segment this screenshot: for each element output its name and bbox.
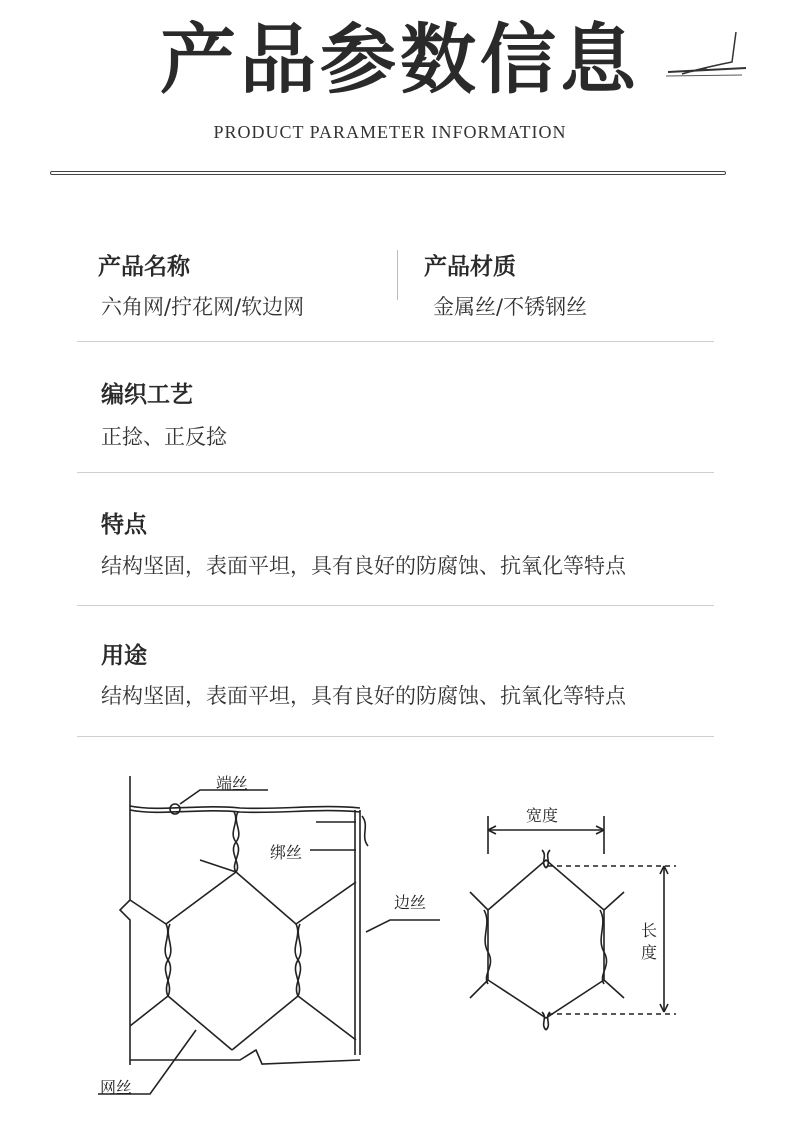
row-divider: [77, 736, 714, 737]
product-name-label: 产品名称: [98, 254, 190, 280]
usage-label: 用途: [101, 643, 147, 669]
pen-signature-icon: [662, 28, 752, 88]
column-divider: [397, 250, 398, 300]
usage-value: 结构坚固，表面平坦，具有良好的防腐蚀、抗氧化等特点: [101, 684, 626, 708]
row-divider: [77, 341, 714, 342]
product-name-value: 六角网/拧花网/软边网: [101, 295, 305, 319]
weave-process-label: 编织工艺: [101, 382, 193, 408]
binding-wire-label: 绑丝: [270, 843, 303, 862]
mesh-wire-label: 网丝: [100, 1078, 133, 1097]
length-label-char-1: 长: [641, 921, 658, 940]
gabion-mesh-diagram: [0, 760, 800, 1124]
page-subtitle: PRODUCT PARAMETER INFORMATION: [213, 122, 567, 142]
weave-process-value: 正捻、正反捻: [101, 425, 227, 449]
page-title: 产品参数信息: [160, 15, 640, 104]
row-divider: [77, 472, 714, 473]
row-divider: [77, 605, 714, 606]
product-material-label: 产品材质: [424, 254, 516, 280]
length-label-char-2: 度: [641, 943, 658, 962]
features-label: 特点: [101, 512, 147, 538]
header-divider: [50, 171, 726, 175]
width-label: 宽度: [526, 806, 559, 825]
edge-wire-label: 边丝: [394, 893, 427, 912]
features-value: 结构坚固，表面平坦，具有良好的防腐蚀、抗氧化等特点: [101, 554, 626, 578]
product-material-value: 金属丝/不锈钢丝: [433, 295, 588, 319]
end-wire-label: 端丝: [216, 774, 249, 793]
